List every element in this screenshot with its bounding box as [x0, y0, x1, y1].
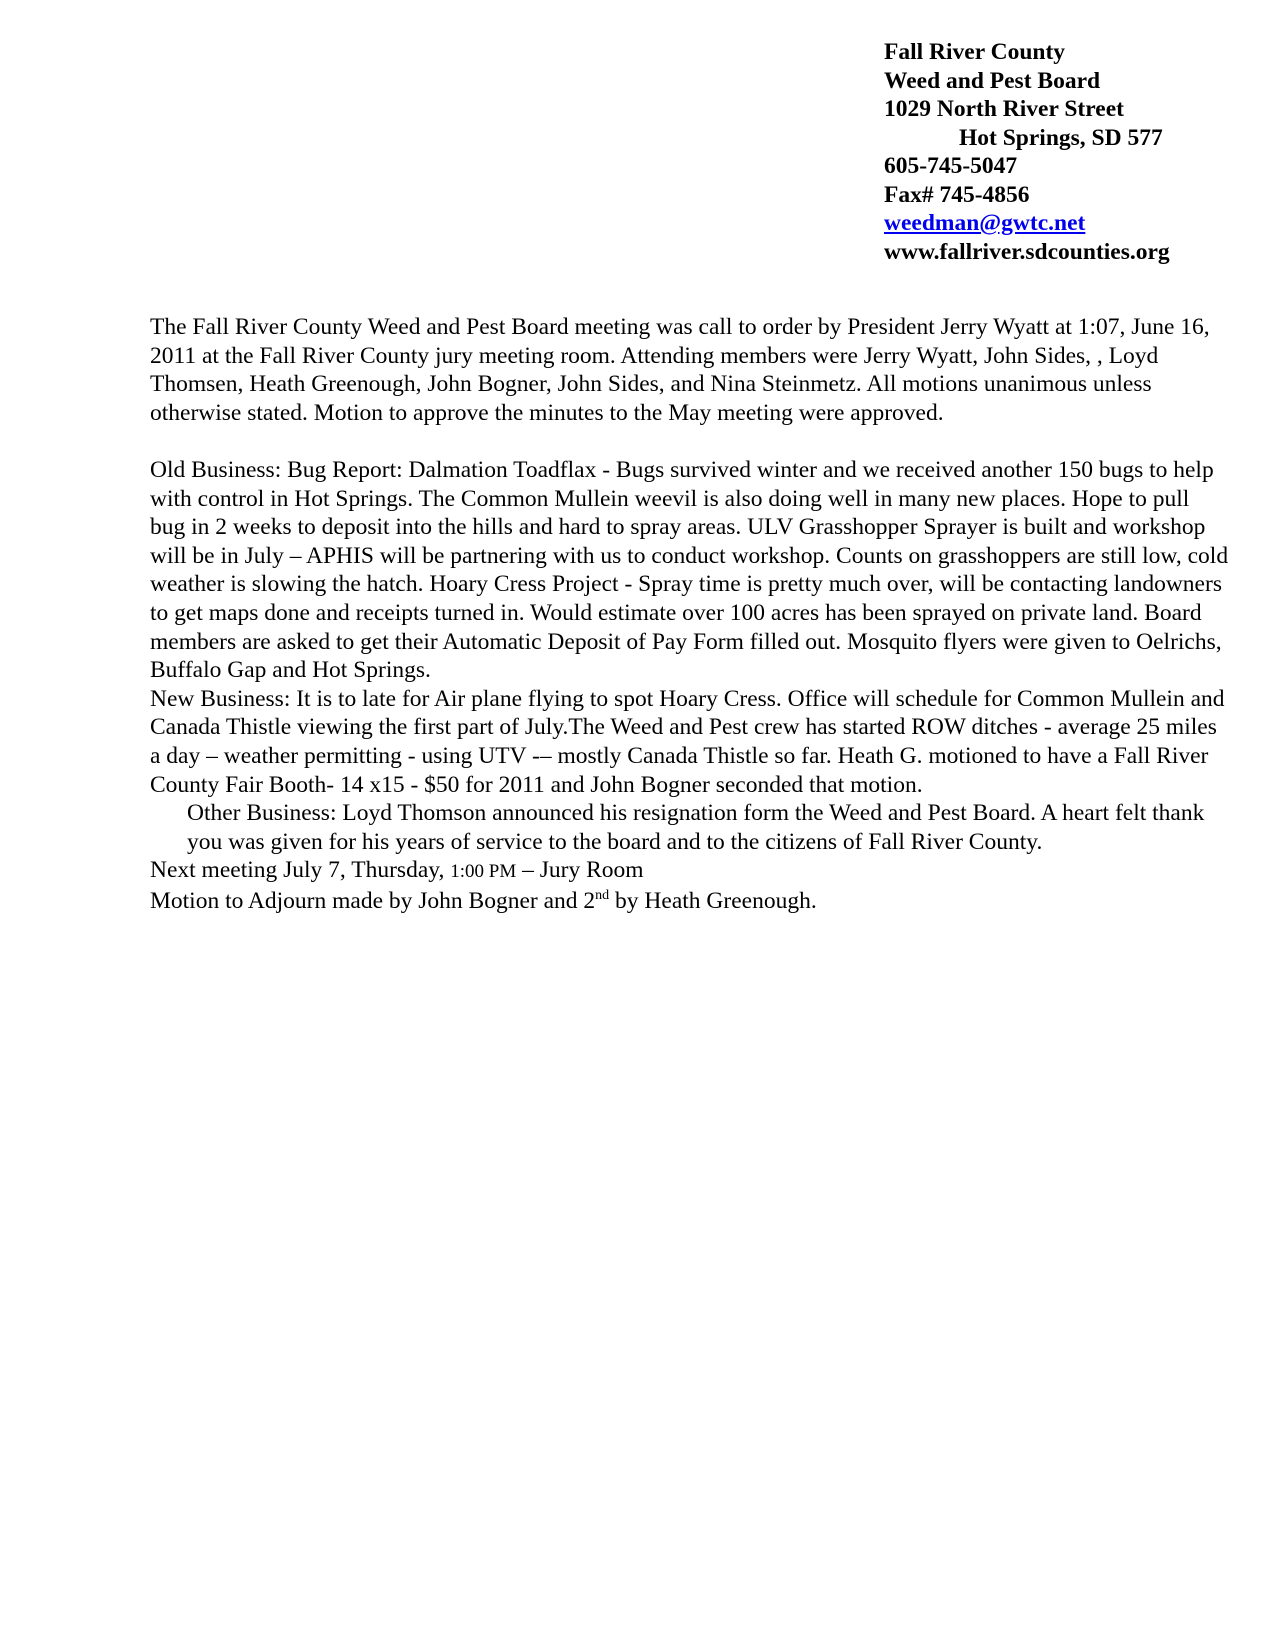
paragraph-gap — [150, 427, 1230, 456]
opening-paragraph: The Fall River County Weed and Pest Board meeting was call to order by President Jerry Wyatt at 1:07, June 16, 2011 at the Fall River County jury meeting room. Attending members were Jerry Wyatt, John Sides, , Loyd Thomsen, Heath Greenough, John Bogner, John Sides, and Nina Steinmetz. All motions unanimous unless otherwise stated. Motion to approve the minutes to the May meeting were approved. — [150, 314, 1210, 426]
city-state-zip: Hot Springs, SD 577 — [959, 124, 1163, 151]
letterhead — [884, 38, 1264, 266]
ordinal-suffix: nd — [595, 887, 610, 903]
new-business-paragraph: New Business: It is to late for Air plane flying to spot Hoary Cress. Office will schedule for Common Mullein and Canada Thistle viewing the first part of July.The Weed and Pest crew has started ROW ditches - average 25 miles a day – weather permitting - using UTV -– mostly Canada Thistle so far. Heath G. motioned to have a Fall River County Fair Booth- 14 x15 - $50 for 2011 and John Bogner seconded that motion. — [150, 685, 1225, 798]
meeting-minutes — [150, 313, 1230, 915]
email-link[interactable]: weedman@gwtc.net — [884, 210, 1086, 236]
fax-number: Fax# 745-4856 — [884, 181, 1030, 208]
adjourn-second: by Heath Greenough. — [609, 887, 817, 914]
other-business-paragraph: Other Business: Loyd Thomson announced his resignation form the Weed and Pest Board. A heart felt thank you was given for his years of service to the board and to the citizens of Fall River County. — [187, 800, 1205, 855]
next-meeting-date: Next meeting July 7, Thursday, — [150, 857, 451, 884]
board-name: Weed and Pest Board — [884, 67, 1101, 94]
adjourn-line — [150, 887, 1230, 916]
org-name: Fall River County — [884, 39, 1066, 65]
phone-number: 605-745-5047 — [884, 153, 1018, 179]
street-address: 1029 North River Street — [884, 96, 1124, 122]
website-url: www.fallriver.sdcounties.org — [884, 238, 1170, 265]
adjourn-motion: Motion to Adjourn made by John Bogner and 2 — [150, 887, 596, 914]
old-business-paragraph: Old Business: Bug Report: Dalmation Toadflax - Bugs survived winter and we received another 150 bugs to help with control in Hot Springs. The Common Mullein weevil is also doing well in many new places. Hope to pull bug in 2 weeks to deposit into the hills and hard to spray areas. ULV Grasshopper Sprayer is built and workshop will be in July – APHIS will be partnering with us to conduct workshop. Counts on grasshoppers are still low, cold weather is slowing the hatch. Hoary Cress Project - Spray time is pretty much over, will be contacting landowners to get maps done and receipts turned in. Would estimate over 100 acres has been sprayed on private land. Board members are asked to get their Automatic Deposit of Pay Form filled out. Mosquito flyers were given to Oelrichs, Buffalo Gap and Hot Springs. — [150, 456, 1229, 684]
next-meeting-line — [150, 856, 1230, 887]
next-meeting-time: 1:00 PM — [450, 861, 517, 883]
next-meeting-location: – Jury Room — [516, 857, 644, 884]
